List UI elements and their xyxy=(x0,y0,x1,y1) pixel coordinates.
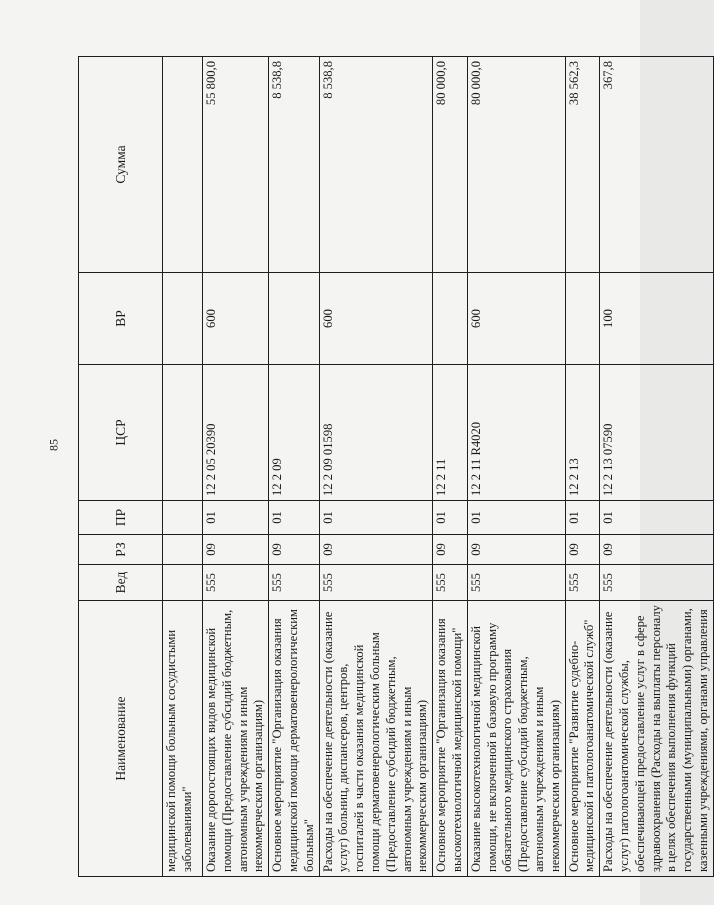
cell-name: Оказание дорогостоящих видов медицинской помощи (Предоставление субсидий бюджетным, автономным учреждениям и иным некоммерческим организациям) xyxy=(203,601,269,877)
header-vr: ВР xyxy=(79,273,163,365)
cell-rz: 09 xyxy=(319,535,433,565)
header-name: Наименование xyxy=(79,601,163,877)
table-row xyxy=(203,57,269,877)
table-row xyxy=(269,57,319,877)
header-pr: ПР xyxy=(79,501,163,535)
cell-pr: 01 xyxy=(467,501,565,535)
cell-ved: 555 xyxy=(600,565,714,601)
header-sum: Сумма xyxy=(79,57,163,273)
cell-csr xyxy=(163,365,203,501)
cell-vr xyxy=(433,273,468,365)
cell-name: Основное мероприятие "Развитие судебно-медицинской и патологоанатомической служб" xyxy=(565,601,600,877)
cell-pr: 01 xyxy=(269,501,319,535)
cell-name: Основное мероприятие "Организация оказания высокотехнологичной медицинской помощи" xyxy=(433,601,468,877)
cell-sum: 38 562,3 xyxy=(565,57,600,273)
cell-pr: 01 xyxy=(203,501,269,535)
cell-csr: 12 2 11 R4020 xyxy=(467,365,565,501)
cell-vr xyxy=(163,273,203,365)
cell-ved: 555 xyxy=(319,565,433,601)
page-number: 85 xyxy=(46,439,61,451)
cell-rz: 09 xyxy=(600,535,714,565)
table-header-row xyxy=(79,57,163,877)
cell-pr: 01 xyxy=(319,501,433,535)
table-row xyxy=(467,57,565,877)
cell-csr: 12 2 13 xyxy=(565,365,600,501)
cell-sum xyxy=(163,57,203,273)
cell-sum: 80 000,0 xyxy=(433,57,468,273)
cell-rz: 09 xyxy=(565,535,600,565)
table-row xyxy=(433,57,468,877)
cell-sum: 55 800,0 xyxy=(203,57,269,273)
cell-vr xyxy=(565,273,600,365)
cell-rz: 09 xyxy=(269,535,319,565)
table-row xyxy=(565,57,600,877)
cell-ved: 555 xyxy=(433,565,468,601)
cell-name: Оказание высокотехнологичной медицинской помощи, не включенной в базовую программу обязательного медицинского страхования (Предоставление субсидий бюджетным, автономным учреждениям и иным некоммерческим организациям) xyxy=(467,601,565,877)
cell-ved xyxy=(163,565,203,601)
cell-sum: 8 538,8 xyxy=(269,57,319,273)
header-rz: РЗ xyxy=(79,535,163,565)
cell-sum: 367,8 xyxy=(600,57,714,273)
cell-sum: 8 538,8 xyxy=(319,57,433,273)
cell-rz: 09 xyxy=(433,535,468,565)
cell-csr: 12 2 05 20390 xyxy=(203,365,269,501)
table-row xyxy=(319,57,433,877)
cell-name: Основное мероприятие "Организация оказания медицинской помощи дерматовенерологическим больным" xyxy=(269,601,319,877)
header-ved: Вед xyxy=(79,565,163,601)
cell-csr: 12 2 13 07590 xyxy=(600,365,714,501)
cell-pr: 01 xyxy=(600,501,714,535)
cell-vr: 600 xyxy=(203,273,269,365)
cell-vr: 600 xyxy=(467,273,565,365)
cell-rz: 09 xyxy=(203,535,269,565)
cell-rz xyxy=(163,535,203,565)
table-row xyxy=(600,57,714,877)
budget-table xyxy=(78,56,714,877)
cell-name: Расходы на обеспечение деятельности (оказание услуг) патологоанатомической службы, обеспечивающей предоставление услуг в сфере здравоохранения (Расходы на выплаты персоналу в целях обеспечения выполнения функций государственными (муниципальными) органами, казенными учреждениями, органами управления xyxy=(600,601,714,877)
cell-ved: 555 xyxy=(467,565,565,601)
cell-pr xyxy=(163,501,203,535)
cell-vr: 100 xyxy=(600,273,714,365)
cell-sum: 80 000,0 xyxy=(467,57,565,273)
cell-pr: 01 xyxy=(433,501,468,535)
cell-name: Расходы на обеспечение деятельности (оказание услуг) больниц, диспансеров, центров, госпиталей в части оказания медицинской помощи дерматовенерологическим больным (Предоставление субсидий бюджетным, автономным учреждениям и иным некоммерческим организациям) xyxy=(319,601,433,877)
cell-ved: 555 xyxy=(269,565,319,601)
cell-vr: 600 xyxy=(319,273,433,365)
table-row xyxy=(163,57,203,877)
cell-ved: 555 xyxy=(565,565,600,601)
cell-vr xyxy=(269,273,319,365)
cell-name: медицинской помощи больным сосудистыми заболеваниями" xyxy=(163,601,203,877)
cell-ved: 555 xyxy=(203,565,269,601)
cell-rz: 09 xyxy=(467,535,565,565)
header-csr: ЦСР xyxy=(79,365,163,501)
rotated-table-wrapper xyxy=(78,57,710,877)
cell-pr: 01 xyxy=(565,501,600,535)
cell-csr: 12 2 09 01598 xyxy=(319,365,433,501)
cell-csr: 12 2 11 xyxy=(433,365,468,501)
cell-csr: 12 2 09 xyxy=(269,365,319,501)
